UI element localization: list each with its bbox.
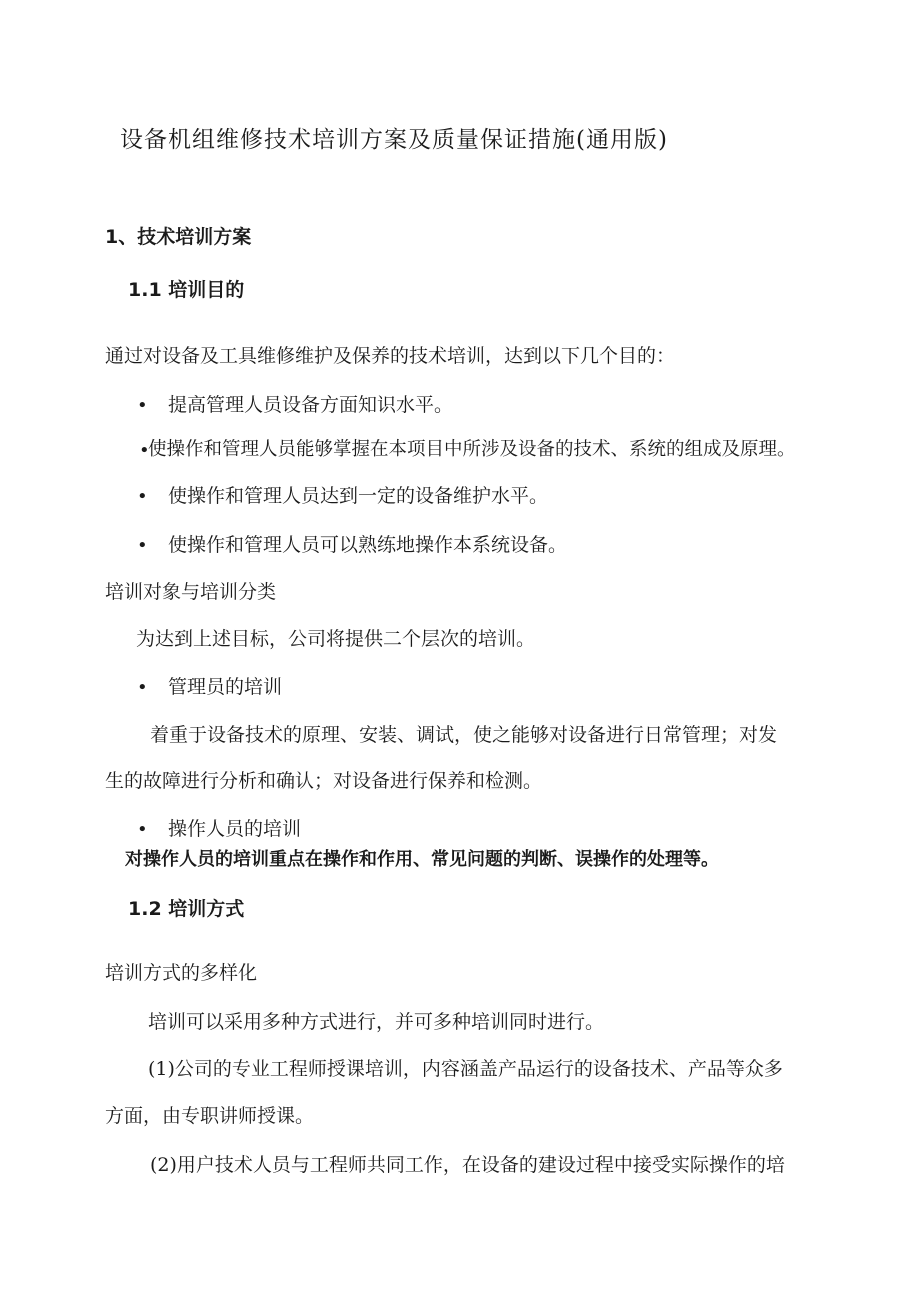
methods-heading: 培训方式的多样化 (105, 962, 258, 984)
admin-description-line: 着重于设备技术的原理、安装、调试，使之能够对设备进行日常管理；对发 (150, 724, 778, 746)
method-1-line: 方面，由专职讲师授课。 (105, 1105, 315, 1127)
method-1-line: (1)公司的专业工程师授课培训，内容涵盖产品运行的设备技术、产品等众多 (148, 1058, 783, 1080)
method-2-line: (2)用户技术人员与工程师共同工作，在设备的建设过程中接受实际操作的培 (150, 1154, 785, 1176)
goal-item: 使操作和管理人员能够掌握在本项目中所涉及设备的技术、系统的组成及原理。 (148, 439, 796, 460)
section-heading-1: 1、技术培训方案 (105, 226, 252, 248)
goal-item: 提高管理人员设备方面知识水平。 (168, 394, 454, 416)
intro-paragraph: 通过对设备及工具维修维护及保养的技术培训，达到以下几个目的： (105, 345, 676, 367)
bullet-icon: • (137, 535, 148, 556)
admin-description-line: 生的故障进行分析和确认；对设备进行保养和检测。 (105, 770, 543, 792)
section-heading-1-1: 1.1 培训目的 (128, 279, 245, 301)
targets-intro: 为达到上述目标，公司将提供二个层次的培训。 (136, 628, 536, 650)
admin-training-item: 管理员的培训 (168, 676, 283, 698)
operator-training-item: 操作人员的培训 (168, 818, 302, 840)
goal-item: 使操作和管理人员可以熟练地操作本系统设备。 (168, 534, 568, 556)
operator-description: 对操作人员的培训重点在操作和作用、常见问题的判断、误操作的处理等。 (125, 849, 719, 870)
methods-intro: 培训可以采用多种方式进行，并可多种培训同时进行。 (148, 1011, 605, 1033)
bullet-icon: • (139, 440, 150, 461)
bullet-icon: • (137, 486, 148, 507)
bullet-icon: • (137, 395, 148, 416)
targets-heading: 培训对象与培训分类 (105, 581, 277, 603)
bullet-icon: • (137, 677, 148, 698)
document-title: 设备机组维修技术培训方案及质量保证措施(通用版) (120, 127, 668, 153)
goal-item: 使操作和管理人员达到一定的设备维护水平。 (168, 485, 549, 507)
section-heading-1-2: 1.2 培训方式 (128, 898, 245, 920)
bullet-icon: • (137, 819, 148, 840)
